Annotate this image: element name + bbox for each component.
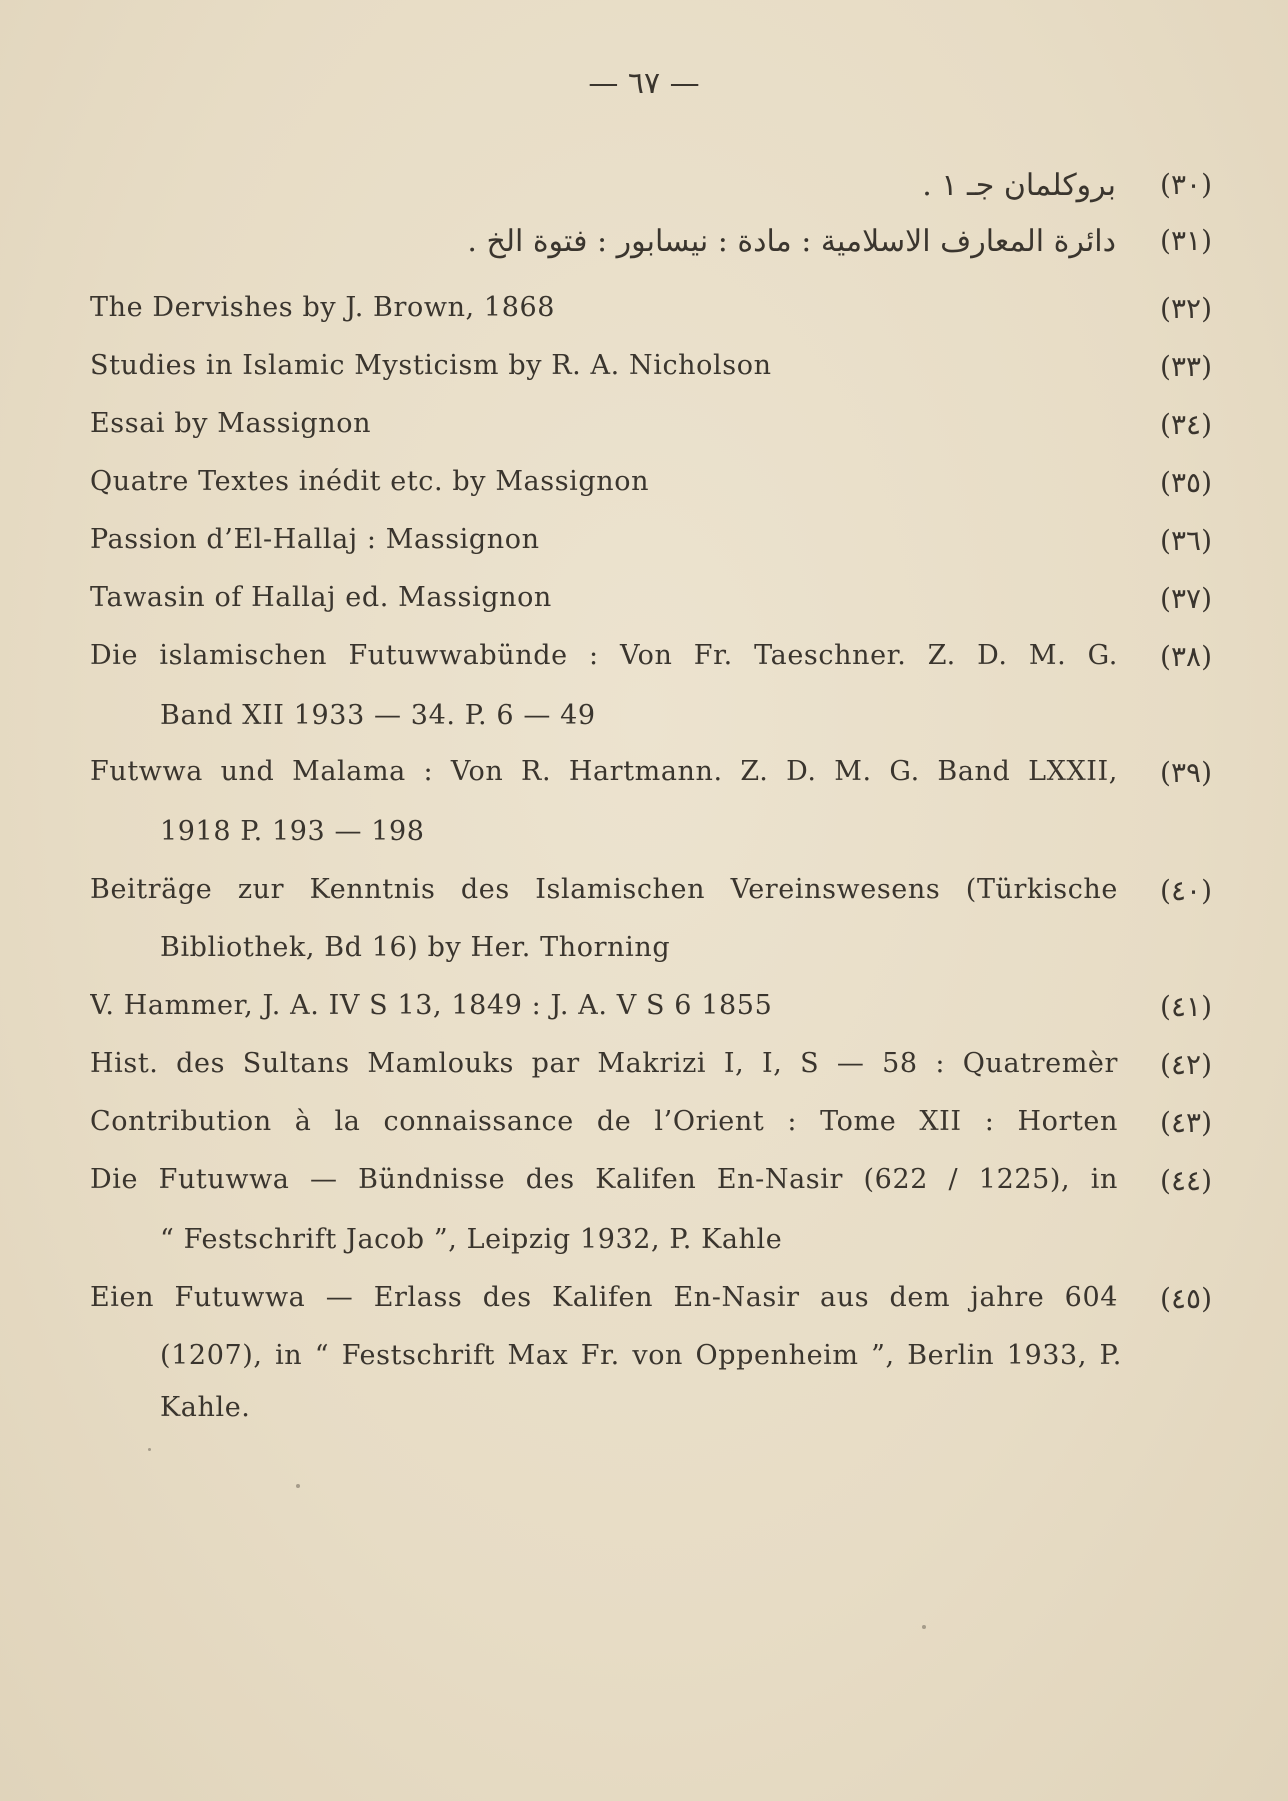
reference-continuation: Bibliothek, Bd 16) by Her. Thorning: [160, 932, 671, 963]
reference-text: Quatre Textes inédit etc. by Massignon: [90, 466, 650, 497]
reference-entry: [0, 408, 1288, 452]
reference-continuation: “ Festschrift Jacob ”, Leipzig 1932, P. Kahle: [160, 1224, 783, 1255]
reference-text: دائرة المعارف الاسلامية : مادة : نيسابور : فتوة الخ .: [467, 224, 1116, 259]
reference-text: Futwwa und Malama : Von R. Hartmann. Z. D. M. G. Band LXXII,: [90, 756, 1118, 787]
reference-text: The Dervishes by J. Brown, 1868: [90, 292, 556, 323]
reference-entry: [0, 350, 1288, 394]
reference-text: Beiträge zur Kenntnis des Islamischen Vereinswesens (Türkische: [90, 874, 1118, 905]
reference-continuation: (1207), in “ Festschrift Max Fr. von Oppenheim ”, Berlin 1933, P.: [160, 1340, 1122, 1371]
reference-text: Contribution à la connaissance de l’Orient : Tome XII : Horten: [90, 1106, 1118, 1137]
reference-entry: [0, 224, 1288, 268]
reference-entry: [0, 874, 1288, 918]
reference-continuation: Band XII 1933 — 34. P. 6 — 49: [160, 700, 596, 731]
reference-entry: [0, 756, 1288, 800]
reference-text: Studies in Islamic Mysticism by R. A. Nicholson: [90, 350, 772, 381]
reference-text: Die Futuwwa — Bündnisse des Kalifen En-Nasir (622 / 1225), in: [90, 1164, 1118, 1195]
reference-text: Eien Futuwwa — Erlass des Kalifen En-Nasir aus dem jahre 604: [90, 1282, 1118, 1313]
reference-continuation: Kahle.: [160, 1392, 251, 1423]
reference-number: (٣٠): [1160, 168, 1212, 201]
reference-number: (٤٥): [1160, 1282, 1212, 1315]
reference-entry: [0, 1106, 1288, 1150]
reference-text: Passion d’El-Hallaj : Massignon: [90, 524, 540, 555]
reference-number: (٣٦): [1160, 524, 1212, 557]
reference-number: (٣٢): [1160, 292, 1212, 325]
reference-number: (٤١): [1160, 990, 1212, 1023]
reference-number: (٣٩): [1160, 756, 1212, 789]
reference-number: (٣٧): [1160, 582, 1212, 615]
reference-entry: [0, 168, 1288, 212]
reference-entry: [0, 990, 1288, 1034]
reference-number: (٤٠): [1160, 874, 1212, 907]
reference-entry: [0, 292, 1288, 336]
reference-entry: [0, 1282, 1288, 1326]
reference-text: Hist. des Sultans Mamlouks par Makrizi I, I, S — 58 : Quatremèr: [90, 1048, 1118, 1079]
reference-entry: [0, 1164, 1288, 1208]
reference-number: (٤٤): [1160, 1164, 1212, 1197]
reference-text: بروكلمان جـ ١ .: [922, 168, 1116, 203]
paper-speck: [148, 1448, 151, 1451]
reference-entry: [0, 582, 1288, 626]
reference-entry: [0, 1048, 1288, 1092]
reference-entry: [0, 640, 1288, 684]
paper-speck: [296, 1484, 300, 1488]
reference-continuation: 1918 P. 193 — 198: [160, 816, 425, 847]
reference-number: (٣١): [1160, 224, 1212, 257]
reference-text: Tawasin of Hallaj ed. Massignon: [90, 582, 552, 613]
reference-text: Essai by Massignon: [90, 408, 372, 439]
reference-number: (٣٨): [1160, 640, 1212, 673]
page-number: — ٦٧ —: [588, 66, 700, 101]
reference-number: (٣٥): [1160, 466, 1212, 499]
reference-entry: [0, 466, 1288, 510]
reference-text: Die islamischen Futuwwabünde : Von Fr. Taeschner. Z. D. M. G.: [90, 640, 1118, 671]
reference-number: (٤٢): [1160, 1048, 1212, 1081]
reference-number: (٣٤): [1160, 408, 1212, 441]
paper-speck: [922, 1625, 926, 1629]
reference-number: (٤٣): [1160, 1106, 1212, 1139]
reference-text: V. Hammer, J. A. IV S 13, 1849 : J. A. V S 6 1855: [90, 990, 773, 1021]
reference-entry: [0, 524, 1288, 568]
reference-number: (٣٣): [1160, 350, 1212, 383]
